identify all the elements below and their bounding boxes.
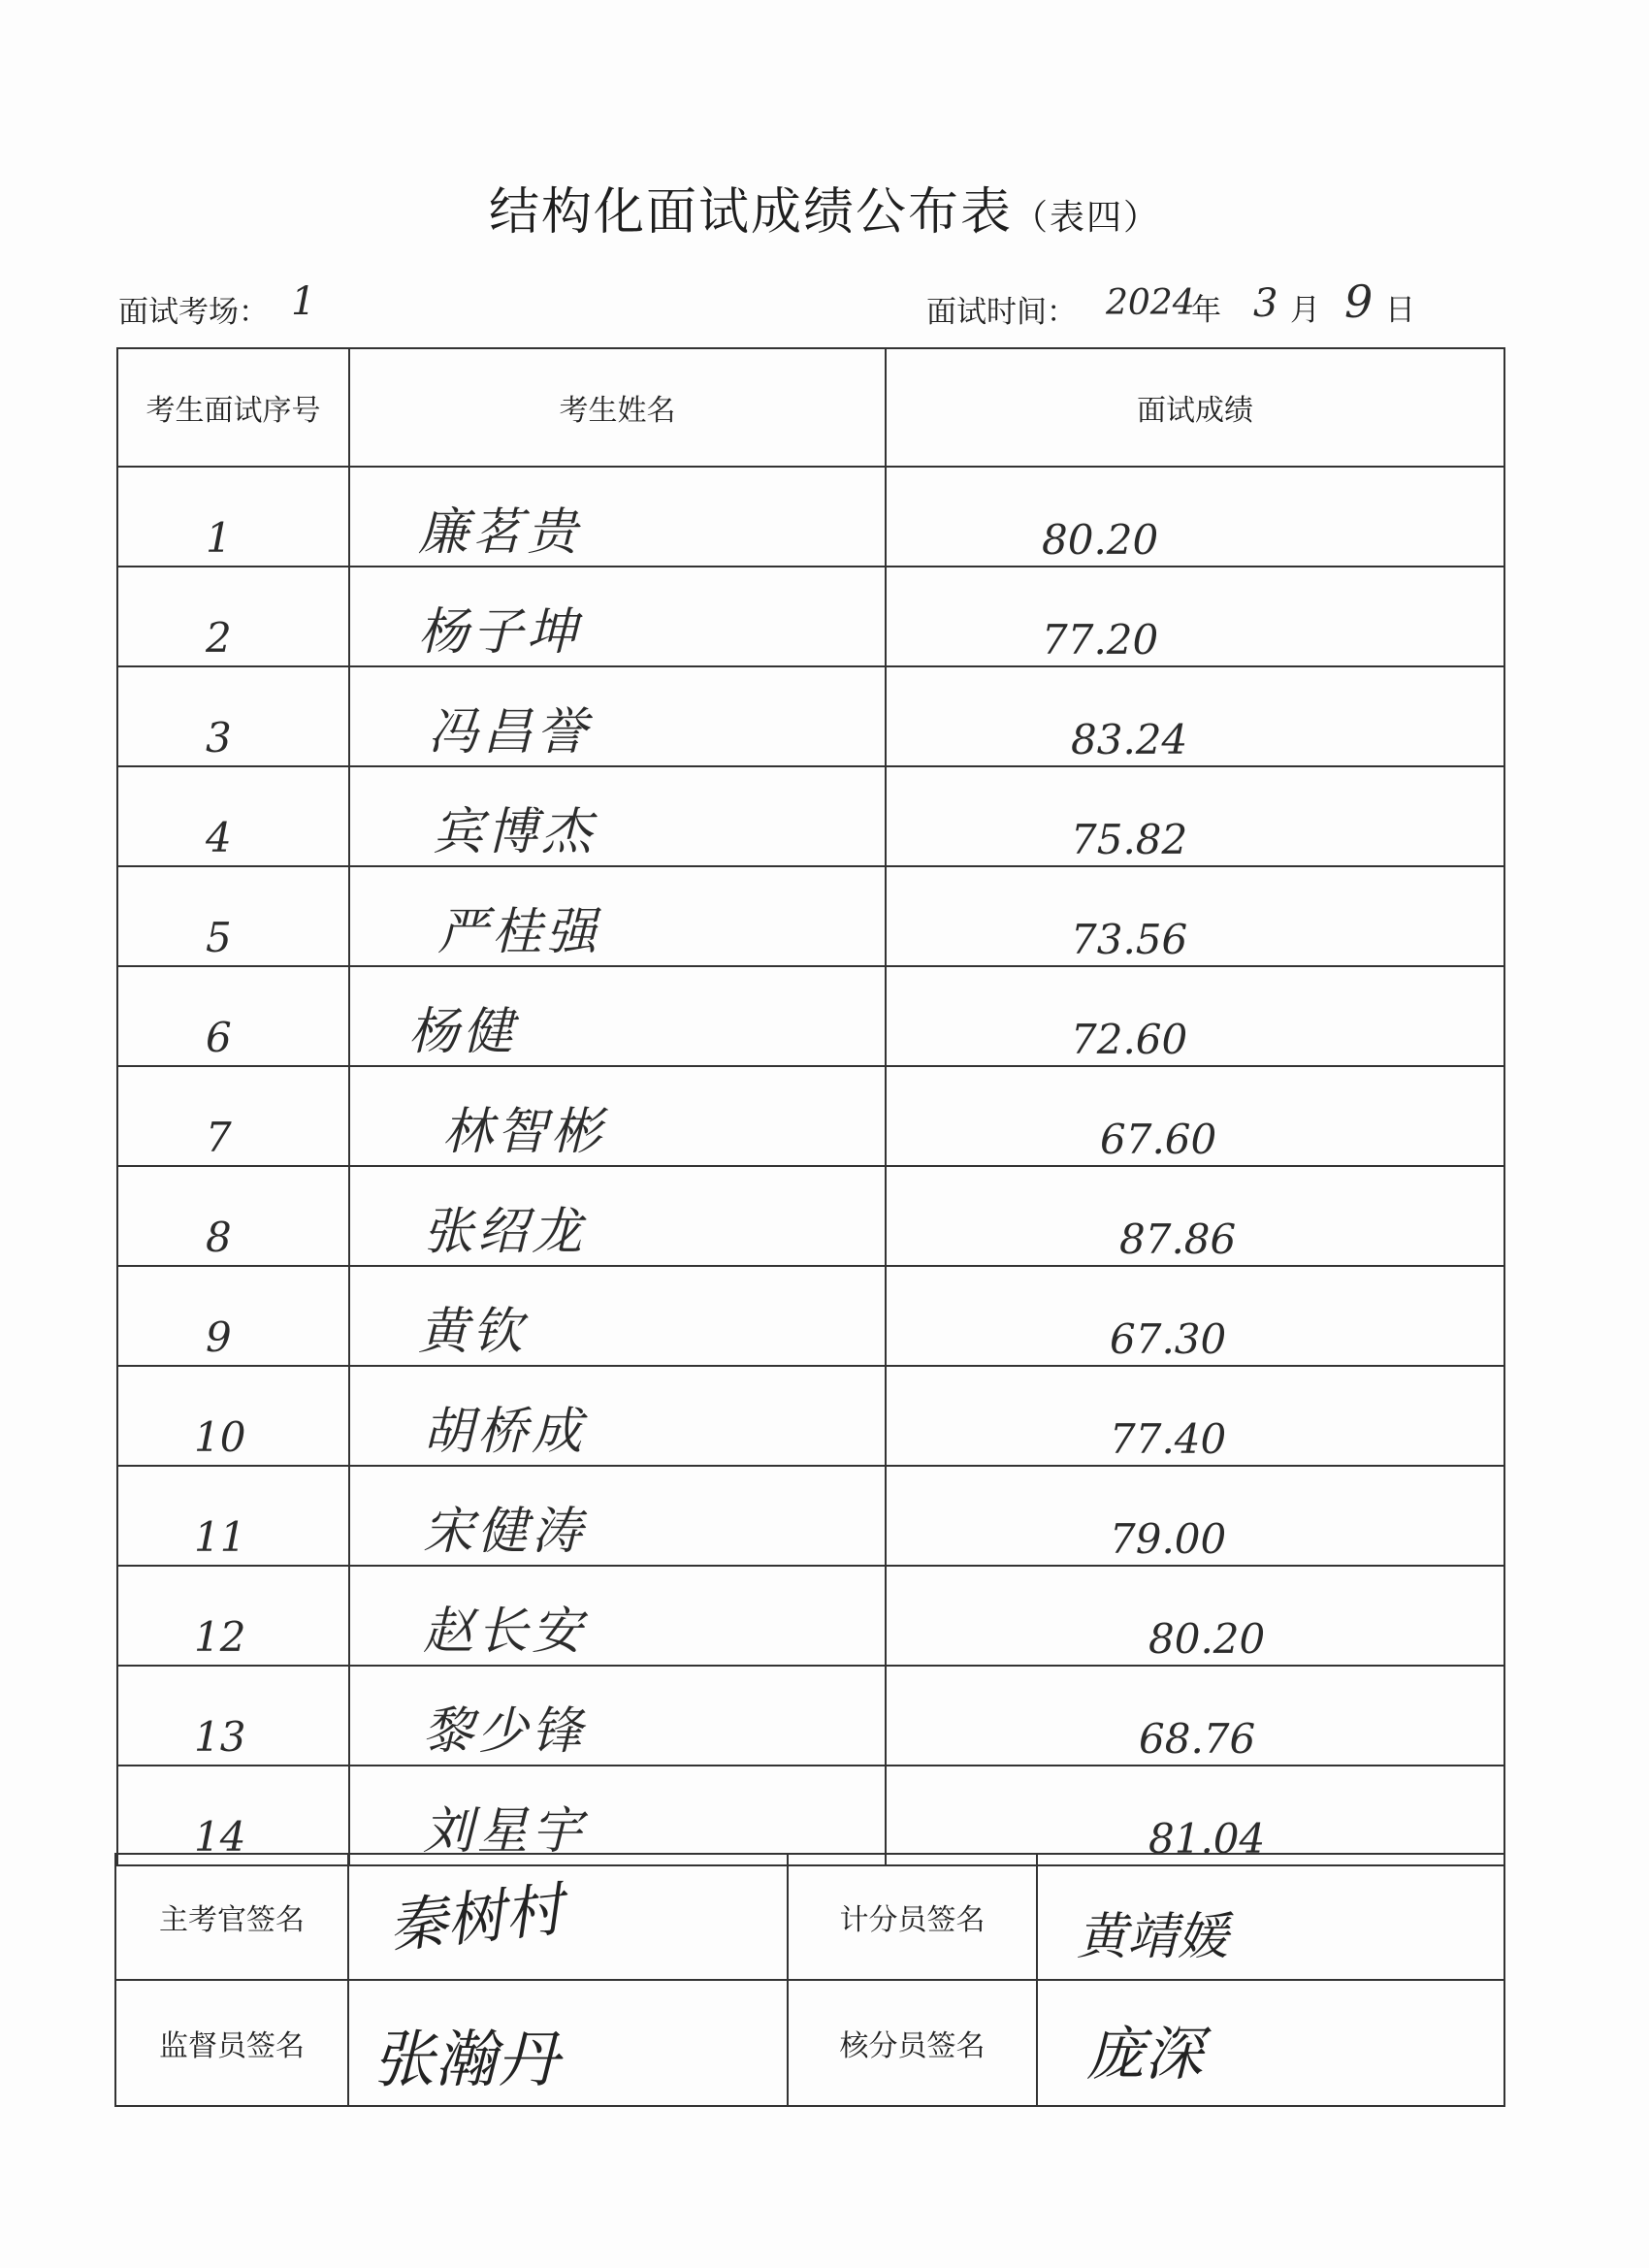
row-score: 77.40 [1110, 1415, 1227, 1463]
row-name-cell [349, 467, 886, 567]
row-seq-cell [117, 1666, 349, 1766]
title-suffix: （表四） [1013, 198, 1161, 238]
row-name: 黎少锋 [423, 1702, 587, 1761]
table-row [117, 1066, 1504, 1166]
supervisor-signature: 张瀚丹 [372, 2025, 559, 2096]
row-score-cell [886, 1566, 1504, 1666]
row-name-cell [349, 1466, 886, 1566]
header-score: 面试成绩 [886, 348, 1504, 467]
row-score-cell [886, 866, 1504, 966]
row-score-cell [886, 467, 1504, 567]
supervisor-label: 监督员签名 [115, 1980, 348, 2106]
row-seq-cell [117, 1166, 349, 1266]
row-score-cell [886, 1666, 1504, 1766]
date-month-unit: 月 [1290, 293, 1320, 328]
row-name: 严桂强 [437, 903, 601, 961]
row-score-cell [886, 1066, 1504, 1166]
row-score: 83.24 [1071, 716, 1188, 763]
row-score: 67.30 [1110, 1315, 1227, 1363]
row-score-cell [886, 966, 1504, 1066]
row-name: 廉茗贵 [418, 503, 582, 562]
row-name: 林智彬 [442, 1103, 606, 1161]
table-row [117, 966, 1504, 1066]
date-day: 9 [1344, 275, 1374, 328]
row-seq-cell [117, 666, 349, 766]
row-score-cell [886, 567, 1504, 666]
date-year: 2024 [1106, 283, 1195, 323]
row-seq-cell [117, 467, 349, 567]
row-score-cell [886, 766, 1504, 866]
row-score: 87.86 [1119, 1215, 1237, 1263]
row-seq: 14 [194, 1813, 246, 1861]
venue-label: 面试考场： [118, 295, 269, 330]
table-row [117, 1466, 1504, 1566]
table-row [117, 1766, 1504, 1865]
scores-table [116, 347, 1505, 1866]
row-name-cell [349, 1666, 886, 1766]
row-seq-cell [117, 1266, 349, 1366]
page-title [0, 171, 1649, 243]
row-seq-cell [117, 766, 349, 866]
date-year-unit: 年 [1191, 293, 1221, 328]
table-row [117, 1166, 1504, 1266]
header-seq: 考生面试序号 [117, 348, 349, 467]
row-seq: 7 [206, 1114, 232, 1161]
date-label: 面试时间： [926, 295, 1077, 330]
row-seq: 8 [206, 1214, 232, 1261]
row-score: 80.20 [1042, 516, 1159, 564]
row-name-cell [349, 966, 886, 1066]
row-name-cell [349, 666, 886, 766]
row-seq-cell [117, 1066, 349, 1166]
row-seq: 5 [206, 914, 232, 961]
row-seq: 12 [194, 1613, 246, 1661]
row-seq: 10 [194, 1413, 246, 1461]
row-seq: 2 [206, 614, 232, 662]
row-seq: 6 [206, 1014, 232, 1061]
table-row [117, 1666, 1504, 1766]
row-name: 冯昌誉 [428, 703, 592, 761]
chief-examiner-signature-cell [348, 1854, 788, 1980]
row-name-cell [349, 866, 886, 966]
row-seq: 13 [194, 1713, 246, 1761]
row-seq: 11 [194, 1513, 246, 1561]
table-row [117, 1366, 1504, 1466]
row-name: 胡桥成 [423, 1403, 587, 1461]
date-day-unit: 日 [1385, 293, 1415, 328]
row-score: 67.60 [1100, 1116, 1217, 1163]
row-score-cell [886, 666, 1504, 766]
table-row [117, 666, 1504, 766]
row-name-cell [349, 1266, 886, 1366]
checker-signature: 庞深 [1086, 2021, 1203, 2089]
signature-row [115, 1980, 1504, 2106]
row-seq: 1 [206, 514, 232, 562]
row-seq: 4 [206, 814, 232, 861]
table-header-row [117, 348, 1504, 467]
signature-row [115, 1854, 1504, 1980]
row-seq-cell [117, 966, 349, 1066]
scorer-label: 计分员签名 [788, 1854, 1037, 1980]
row-name-cell [349, 1566, 886, 1666]
title-main: 结构化面试成绩公布表 [488, 183, 1013, 242]
row-seq: 9 [206, 1313, 232, 1361]
row-name: 杨子坤 [418, 603, 582, 662]
row-score: 77.20 [1042, 616, 1159, 664]
row-name: 黄钦 [418, 1303, 528, 1361]
table-row [117, 766, 1504, 866]
row-score-cell [886, 1166, 1504, 1266]
signature-table [114, 1853, 1505, 2107]
table-row [117, 1566, 1504, 1666]
row-name-cell [349, 1766, 886, 1865]
scorer-signature-cell [1037, 1854, 1504, 1980]
row-name-cell [349, 567, 886, 666]
row-seq-cell [117, 866, 349, 966]
table-row [117, 567, 1504, 666]
supervisor-signature-cell [348, 1980, 788, 2106]
chief-examiner-signature: 秦树村 [385, 1875, 566, 1962]
venue-value: 1 [291, 279, 316, 324]
scorer-signature: 黄靖媛 [1077, 1908, 1229, 1966]
chief-examiner-label: 主考官签名 [115, 1854, 348, 1980]
row-name: 宋健涛 [423, 1503, 587, 1561]
row-score: 72.60 [1071, 1016, 1188, 1063]
row-score: 81.04 [1148, 1815, 1266, 1863]
header-name: 考生姓名 [349, 348, 886, 467]
table-row [117, 467, 1504, 567]
row-score-cell [886, 1766, 1504, 1865]
row-name-cell [349, 766, 886, 866]
date-month: 3 [1253, 281, 1278, 326]
row-name-cell [349, 1166, 886, 1266]
row-score: 75.82 [1071, 816, 1188, 863]
row-name: 张绍龙 [423, 1203, 587, 1261]
row-score-cell [886, 1466, 1504, 1566]
row-seq-cell [117, 567, 349, 666]
table-row [117, 1266, 1504, 1366]
checker-label: 核分员签名 [788, 1980, 1037, 2106]
row-seq-cell [117, 1466, 349, 1566]
row-score: 68.76 [1139, 1715, 1256, 1763]
row-seq-cell [117, 1766, 349, 1865]
row-name: 宾博杰 [433, 803, 597, 861]
row-score: 79.00 [1110, 1515, 1227, 1563]
row-seq-cell [117, 1566, 349, 1666]
checker-signature-cell [1037, 1980, 1504, 2106]
row-seq-cell [117, 1366, 349, 1466]
row-name-cell [349, 1066, 886, 1166]
row-name: 赵长安 [423, 1603, 587, 1661]
row-score: 80.20 [1148, 1615, 1266, 1663]
row-seq: 3 [206, 714, 232, 761]
row-score-cell [886, 1366, 1504, 1466]
row-name: 刘星宇 [423, 1802, 587, 1861]
table-row [117, 866, 1504, 966]
row-name-cell [349, 1366, 886, 1466]
row-name: 杨健 [408, 1003, 518, 1061]
row-score: 73.56 [1071, 916, 1188, 963]
row-score-cell [886, 1266, 1504, 1366]
